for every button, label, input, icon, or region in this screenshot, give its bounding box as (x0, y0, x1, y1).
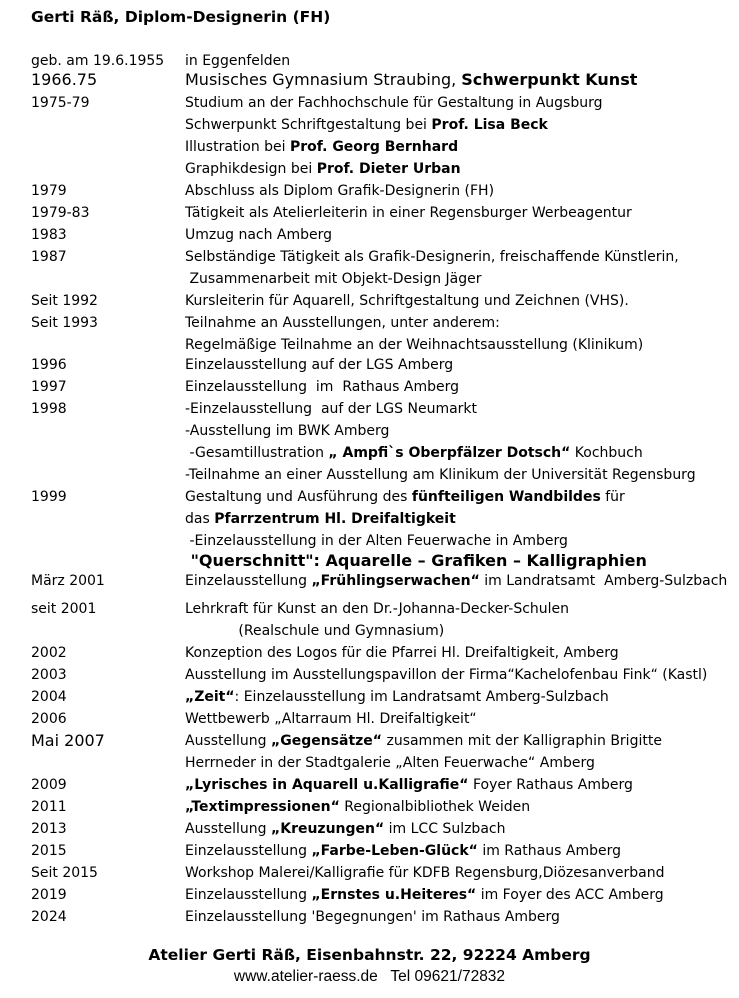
entry-text (185, 138, 458, 156)
entry-text-part: Kursleiterin für Aquarell, Schriftgestaltung und Zeichnen (VHS). (185, 293, 629, 309)
entry-text (185, 552, 647, 570)
entry-text-part: -Teilnahme an einer Ausstellung am Klinikum der Universität Regensburg (185, 467, 696, 483)
entry-text-part: im Rathaus Amberg (477, 843, 621, 859)
entry-highlight: „Textimpressionen“ (185, 799, 340, 815)
entry-text-part: Umzug nach Amberg (185, 227, 333, 243)
entry-text-part: -Ausstellung im BWK Amberg (185, 423, 390, 439)
entry-date: 2009 (31, 777, 67, 793)
entry-text-part: Ausstellung (185, 821, 272, 837)
entry-text (185, 292, 629, 310)
entry-text (185, 422, 389, 440)
entry-highlight: „Frühlingserwachen“ (311, 573, 480, 589)
entry-text-part: Gestaltung und Ausführung des (185, 489, 412, 505)
entry-date: Seit 1993 (31, 315, 98, 331)
entry-text-part: für (600, 489, 625, 505)
entry-text-part: : Einzelausstellung im Landratsamt Amberg-Sulzbach (234, 689, 609, 705)
entry-text (185, 116, 548, 134)
footer-address: Atelier Gerti Räß, Eisenbahnstr. 22, 92224 Amberg (148, 946, 591, 964)
entry-text (185, 52, 290, 70)
entry-text-part: im LCC Sulzbach (384, 821, 506, 837)
entry-text-part: Ausstellung im Ausstellungspavillon der Firma“Kachelofenbau Fink“ (Kastl) (185, 667, 708, 683)
entry-text-part: Workshop Malerei/Kalligrafie für KDFB Regensburg,Diözesanverband (185, 865, 665, 881)
entry-highlight: „Ernstes u.Heiteres“ (311, 887, 477, 903)
entry-text (185, 644, 619, 662)
entry-text-part: Abschluss als Diplom Grafik-Designerin (FH) (185, 183, 495, 199)
entry-highlight: Pfarrzentrum Hl. Dreifaltigkeit (214, 511, 456, 527)
entry-text-part: -Gesamtillustration (185, 445, 329, 461)
entry-text-part: Ausstellung (185, 733, 272, 749)
entry-text-part: Einzelausstellung (185, 843, 312, 859)
entry-highlight: "Querschnitt": Aquarelle – Grafiken – Kalligraphien (185, 551, 647, 570)
entry-date: geb. am 19.6.1955 (31, 53, 165, 69)
entry-date: 2024 (31, 909, 67, 925)
entry-date: März 2001 (31, 573, 105, 589)
entry-text-part: Konzeption des Logos für die Pfarrei Hl. Dreifaltigkeit, Amberg (185, 645, 619, 661)
entry-highlight: „Kreuzungen“ (271, 821, 385, 837)
entry-text (185, 600, 569, 618)
page-title: Gerti Räß, Diplom-Designerin (FH) (31, 8, 331, 26)
entry-text-part: Einzelausstellung 'Begegnungen' im Rathaus Amberg (185, 909, 560, 925)
entry-text-part: -Einzelausstellung in der Alten Feuerwache in Amberg (185, 533, 568, 549)
entry-date: Mai 2007 (31, 731, 105, 750)
entry-text-part: Einzelausstellung auf der LGS Amberg (185, 357, 454, 373)
entry-highlight: „Lyrisches in Aquarell u.Kalligrafie“ (185, 777, 469, 793)
entry-text (185, 820, 505, 838)
entry-text-part: Teilnahme an Ausstellungen, unter anderem: (185, 315, 500, 331)
entry-text-part: -Einzelausstellung auf der LGS Neumarkt (185, 401, 478, 417)
entry-date: 2019 (31, 887, 67, 903)
entry-date: 1966.75 (31, 70, 98, 89)
entry-text-part: im Foyer des ACC Amberg (476, 887, 664, 903)
entry-date: 1979 (31, 183, 67, 199)
entry-text-part: Tätigkeit als Atelierleiterin in einer Regensburger Werbeagentur (185, 205, 632, 221)
entry-text (185, 666, 707, 684)
entry-date: 1997 (31, 379, 67, 395)
entry-text (185, 842, 621, 860)
entry-text (185, 688, 609, 706)
entry-text (185, 336, 643, 354)
entry-text-part: Einzelausstellung (185, 573, 312, 589)
entry-text (185, 732, 662, 750)
entry-text (185, 71, 637, 89)
entry-text-part: in Eggenfelden (185, 53, 291, 69)
entry-text (185, 248, 679, 266)
entry-text-part: Einzelausstellung im Rathaus Amberg (185, 379, 460, 395)
entry-text (185, 314, 500, 332)
entry-text (185, 466, 696, 484)
entry-text-part: Illustration bei (185, 139, 291, 155)
entry-date: 2003 (31, 667, 67, 683)
entry-text-part: Lehrkraft für Kunst an den Dr.-Johanna-Decker-Schulen (185, 601, 570, 617)
entry-text (185, 444, 643, 462)
entry-date: Seit 2015 (31, 865, 98, 881)
entry-highlight: Prof. Lisa Beck (431, 117, 548, 133)
entry-text-part: Regelmäßige Teilnahme an der Weihnachtsausstellung (Klinikum) (185, 337, 644, 353)
entry-text (185, 532, 568, 550)
entry-date: 1983 (31, 227, 67, 243)
entry-text (185, 776, 633, 794)
entry-text (185, 572, 727, 590)
entry-highlight: „ Ampfi`s Oberpfälzer Dotsch“ (328, 445, 571, 461)
entry-highlight: „Gegensätze“ (271, 733, 383, 749)
entry-text (185, 864, 665, 882)
entry-text-part: Musisches Gymnasium Straubing, (185, 70, 462, 89)
entry-text (185, 798, 530, 816)
entry-date: 1999 (31, 489, 67, 505)
entry-text-part: Zusammenarbeit mit Objekt-Design Jäger (185, 271, 482, 287)
entry-highlight: Schwerpunkt Kunst (461, 70, 638, 89)
entry-date: 2015 (31, 843, 67, 859)
entry-text-part: Kochbuch (570, 445, 643, 461)
entry-text (185, 204, 632, 222)
footer-contact: www.atelier-raess.de Tel 09621/72832 (233, 968, 506, 985)
entry-date: 2004 (31, 689, 67, 705)
entry-text-part: das (185, 511, 215, 527)
entry-text-part: Herrneder in der Stadtgalerie „Alten Feuerwache“ Amberg (185, 755, 595, 771)
entry-text (185, 378, 459, 396)
entry-text-part: Studium an der Fachhochschule für Gestaltung in Augsburg (185, 95, 603, 111)
entry-text (185, 908, 560, 926)
entry-text (185, 160, 461, 178)
entry-text-part: Regionalbibliothek Weiden (339, 799, 531, 815)
entry-highlight: „Farbe-Leben-Glück“ (311, 843, 478, 859)
entry-highlight: fünfteiligen Wandbildes (411, 489, 601, 505)
entry-date: seit 2001 (31, 601, 97, 617)
entry-text (185, 182, 494, 200)
entry-date: 1996 (31, 357, 67, 373)
entry-text (185, 226, 332, 244)
entry-text-part: Graphikdesign bei (185, 161, 317, 177)
entry-date: 2013 (31, 821, 67, 837)
entry-highlight: Prof. Dieter Urban (316, 161, 461, 177)
entry-text (185, 510, 456, 528)
entry-text-part: Wettbewerb „Altarraum Hl. Dreifaltigkeit“ (185, 711, 477, 727)
entry-text (185, 400, 477, 418)
entry-text-part: im Landratsamt Amberg-Sulzbach (479, 573, 728, 589)
entry-text (185, 710, 477, 728)
entry-date: 1975-79 (31, 95, 90, 111)
entry-text (185, 754, 595, 772)
entry-date: Seit 1992 (31, 293, 98, 309)
entry-highlight: Prof. Georg Bernhard (290, 139, 459, 155)
entry-text-part: zusammen mit der Kalligraphin Brigitte (382, 733, 662, 749)
entry-text (185, 488, 625, 506)
entry-text-part: Selbständige Tätigkeit als Grafik-Designerin, freischaffende Künstlerin, (185, 249, 679, 265)
entry-text (185, 270, 482, 288)
entry-text (185, 94, 603, 112)
entry-text-part: Einzelausstellung (185, 887, 312, 903)
entry-date: 2002 (31, 645, 67, 661)
entry-text (185, 886, 664, 904)
entry-date: 1987 (31, 249, 67, 265)
entry-date: 1998 (31, 401, 67, 417)
entry-date: 2011 (31, 799, 67, 815)
entry-text-part: (Realschule und Gymnasium) (185, 623, 445, 639)
entry-date: 2006 (31, 711, 67, 727)
entry-text-part: Foyer Rathaus Amberg (468, 777, 633, 793)
entry-date: 1979-83 (31, 205, 90, 221)
entry-highlight: „Zeit“ (185, 689, 235, 705)
entry-text-part: Schwerpunkt Schriftgestaltung bei (185, 117, 432, 133)
entry-text (185, 356, 453, 374)
entry-text (185, 622, 444, 640)
